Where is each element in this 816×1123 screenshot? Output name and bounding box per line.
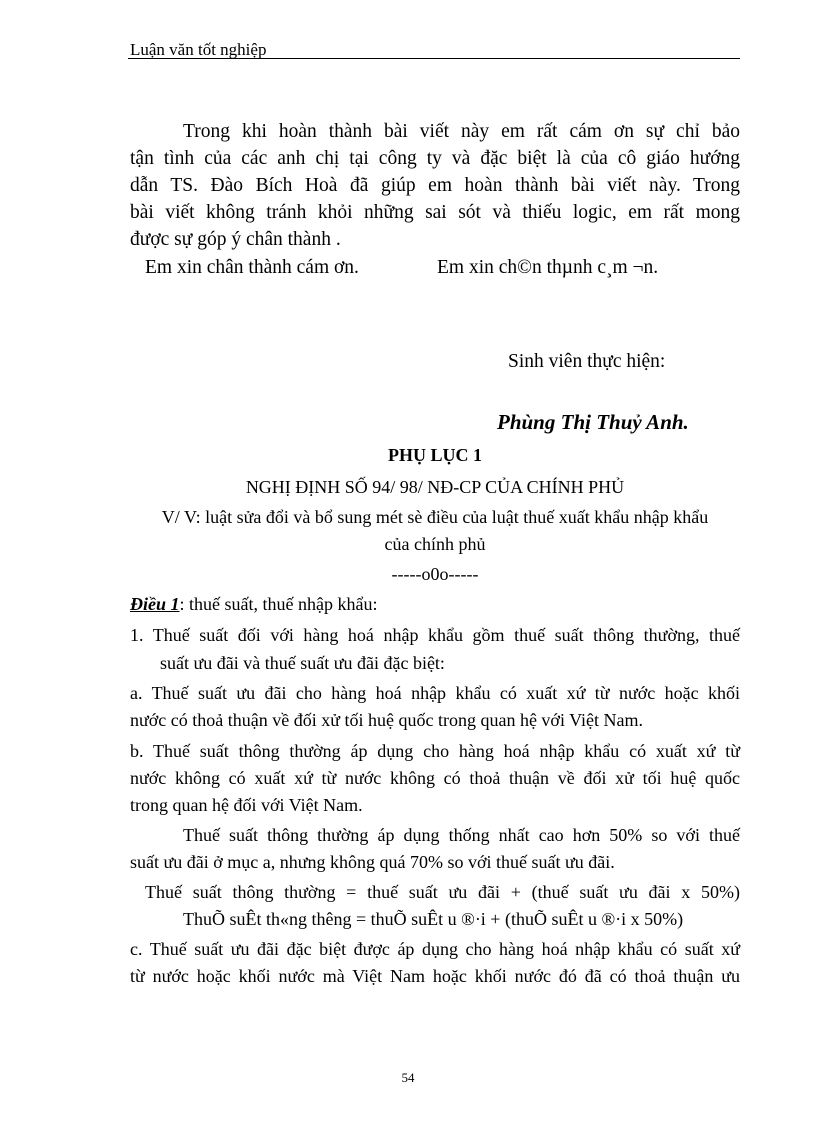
paragraph: Thuế suất thông thường áp dụng thống nhất cao hơn 50% so với thuế xyxy=(183,825,740,845)
ack-line: được sự góp ý chân thành . xyxy=(130,229,341,250)
article-heading xyxy=(130,593,740,615)
thanks: Em xin chân thành cám ơn. xyxy=(145,257,359,278)
page-number: 54 xyxy=(401,1070,415,1085)
item-a: nước có thoả thuận về đối xử tối huệ quốc trong quan hệ với Việt Nam. xyxy=(130,710,644,730)
article-label: Điều 1 xyxy=(130,594,180,614)
item-c: từ nước hoặc khối nước mà Việt Nam hoặc khối nước đó đã có thoả thuận ưu xyxy=(130,966,740,986)
paragraph: suất ưu đãi ở mục a, nhưng không quá 70% so với thuế suất ưu đãi. xyxy=(130,852,615,872)
thanks-garbled: Em xin ch©n thµnh c¸m ¬n. xyxy=(437,257,659,278)
signature-name: Phùng Thị Thuỷ Anh. xyxy=(497,410,689,434)
signature-label: Sinh viên thực hiện: xyxy=(508,351,666,372)
item-b: trong quan hệ đối với Việt Nam. xyxy=(130,795,363,815)
appendix-title: PHỤ LỤC 1 xyxy=(388,445,482,465)
ack-line: bài viết không tránh khỏi những sai sót và thiếu logic, em rất mong xyxy=(130,202,740,223)
item-1: 1. Thuế suất đối với hàng hoá nhập khẩu gồm thuế suất thông thường, thuế xyxy=(130,625,740,645)
item-1: suất ưu đãi và thuế suất ưu đãi đặc biệt: xyxy=(160,653,445,673)
item-c: c. Thuế suất ưu đãi đặc biệt được áp dụng cho hàng hoá nhập khẩu có suất xứ xyxy=(130,939,740,959)
decree-title: NGHỊ ĐỊNH SỐ 94/ 98/ NĐ-CP CỦA CHÍNH PHỦ xyxy=(245,477,625,497)
separator: -----o0o----- xyxy=(391,564,479,584)
running-header: Luận văn tốt nghiệp xyxy=(130,40,267,59)
article-title: : thuế suất, thuế nhập khẩu: xyxy=(179,594,378,614)
formula-garbled: ThuÕ suÊt th«ng thêng = thuÕ suÊt u ®·i + (thuÕ suÊt u ®·i x 50%) xyxy=(183,909,684,929)
ack-line: dẫn TS. Đào Bích Hoà đã giúp em hoàn thành bài viết này. Trong xyxy=(130,175,740,196)
header-rule xyxy=(128,58,740,59)
formula: Thuế suất thông thường = thuế suất ưu đãi + (thuế suất ưu đãi x 50%) xyxy=(145,882,740,902)
decree-subject: của chính phủ xyxy=(384,534,486,554)
ack-line: tận tình của các anh chị tại công ty và đặc biệt là của cô giáo hướng xyxy=(130,148,740,169)
item-b: nước không có xuất xứ từ nước không có thoả thuận về đối xử tối huệ quốc xyxy=(130,768,740,788)
ack-line: Trong khi hoàn thành bài viết này em rất cám ơn sự chỉ bảo xyxy=(183,121,740,142)
item-b: b. Thuế suất thông thường áp dụng cho hàng hoá nhập khẩu có xuất xứ từ xyxy=(130,741,740,761)
item-a: a. Thuế suất ưu đãi cho hàng hoá nhập khẩu có xuất xứ từ nước hoặc khối xyxy=(130,683,740,703)
decree-subject: V/ V: luật sửa đổi và bổ sung mét sè điều của luật thuế xuất khẩu nhập khẩu xyxy=(161,507,709,527)
